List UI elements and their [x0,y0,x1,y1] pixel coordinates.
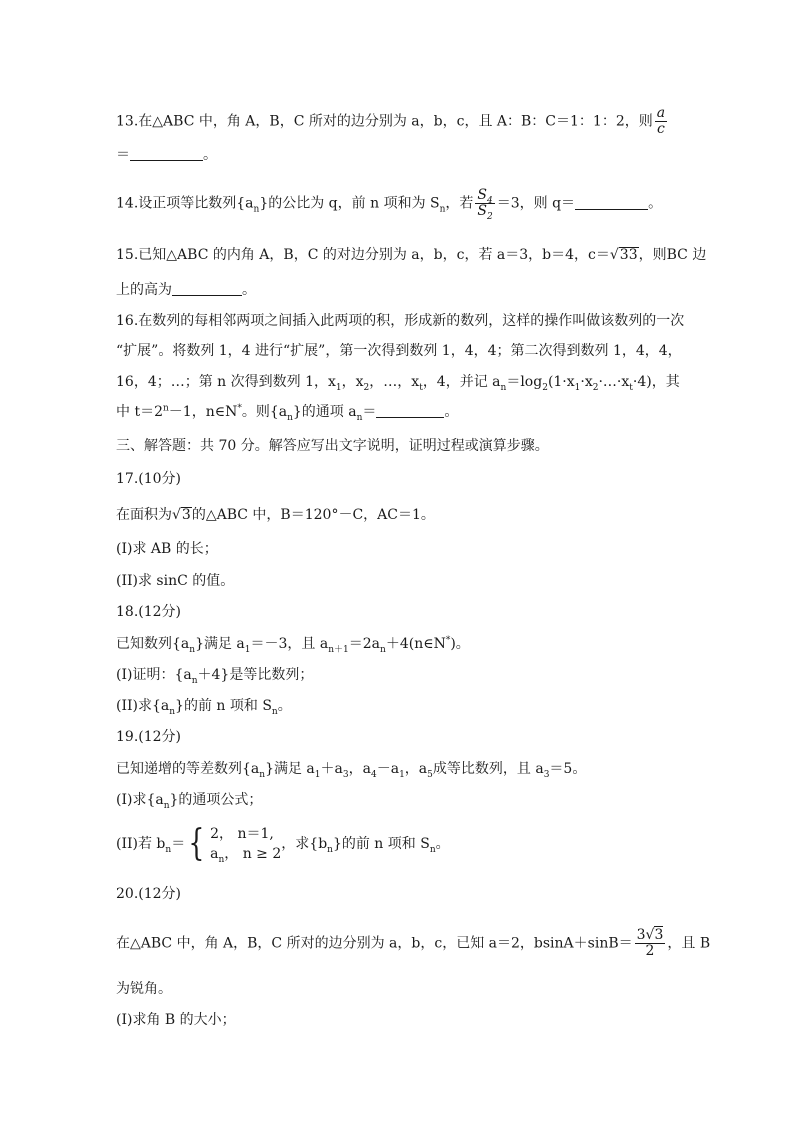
question-13-line-2: ＝ 。 [116,147,217,163]
question-16-line-3: 16，4；…；第 n 次得到数列 1，$x_1$，$x_2$，…，$x_t$，4，并记 $a_n=\log_2(1\cdot x_1\cdot x_2\cdot\dots\cdot x_t\cdot 4)$，其 [116,374,680,393]
fraction-3sqrt3-over-2: $\frac{3√3}{2}$ [636,927,664,959]
question-17-head: 17.(10分) [116,471,182,487]
piecewise-definition: { 2， n＝1, $a_n$， n ≥ 2 [188,823,282,865]
question-17-part-2: (II)求 sinC 的值。 [116,573,235,589]
question-19-head: 19.(12分) [116,729,182,745]
answer-blank-15[interactable] [172,281,242,296]
question-18-part-2: (II)求$\{a_n\}$的前 n 项和 $S_n$。 [116,698,292,717]
question-18-head: 18.(12分) [116,604,182,620]
question-17-stem: 在面积为√3的△ABC 中，B＝120°－C，AC＝1。 [116,507,435,523]
question-18-part-1: (I)证明：$\{a_n+4\}$是等比数列； [116,667,314,686]
question-20-line-2: 为锐角。 [116,981,172,997]
question-20-head: 20.(12分) [116,886,182,902]
question-20-line-1: 在△ABC 中，角 A，B，C 所对的边分别为 a，b，c，已知 a＝2，bsinA＋sinB＝ $\frac{3√3}{2}$ ，且 B [116,927,711,959]
question-15-line-1: 15.已知△ABC 的内角 A，B，C 的对边分别为 a，b，c，若 a＝3，b＝4，c＝√33，则BC 边 [116,247,707,263]
answer-blank-13[interactable] [130,146,203,161]
question-15-line-2: 上的高为 。 [116,282,256,298]
sqrt-3: √3 [172,507,191,523]
answer-blank-14[interactable] [575,195,648,210]
question-16-line-4: 中 $t=2^n-1$，n∈N*。则$\{a_n\}$的通项 $a_n=$ 。 [116,403,459,423]
question-13-line-1: 13.在△ABC 中，角 A，B，C 所对的边分别为 a，b，c，且 A：B：C＝1：1：2，则 $\frac{a}{c}$ [116,105,666,137]
question-19-part-2: (II)若 $b_n=$ { 2， n＝1, $a_n$， n ≥ 2 ，求$\{b_n\}$的前 n 项和 $S_n$。 [116,823,450,865]
question-17-part-1: (I)求 AB 的长； [116,541,218,557]
question-20-part-1: (I)求角 B 的大小； [116,1012,236,1028]
answer-blank-16[interactable] [376,403,444,418]
question-14: 14.设正项等比数列$\{a_n\}$的公比为 q，前 n 项和为 $S_n$，若 $\frac{S_4}{S_2}$ ＝3，则 q＝ 。 [116,187,663,222]
question-19-part-1: (I)求$\{a_n\}$的通项公式； [116,792,263,811]
fraction-s4-over-s2: $\frac{S_4}{S_2}$ [477,187,493,222]
question-19-stem: 已知递增的等差数列$\{a_n\}$满足 $a_1+a_3$，$a_4-a_1$，$a_5$成等比数列，且 $a_3=5$。 [116,761,587,780]
sqrt-33: √33 [609,247,638,263]
question-18-stem: 已知数列$\{a_n\}$满足 $a_1=-3$，且 $a_{n+1}=2a_n+4(n\in N^*)$。 [116,635,470,655]
section-3-heading: 三、解答题：共 70 分。解答应写出文字说明，证明过程或演算步骤。 [116,438,549,454]
fraction-a-over-c: $\frac{a}{c}$ [656,105,666,137]
question-16-line-1: 16.在数列的每相邻两项之间插入此两项的积，形成新的数列，这样的操作叫做该数列的一次 [116,313,685,329]
question-16-line-2: “扩展”。将数列 1，4 进行“扩展”，第一次得到数列 1，4，4；第二次得到数列 1，4，4， [116,343,682,359]
